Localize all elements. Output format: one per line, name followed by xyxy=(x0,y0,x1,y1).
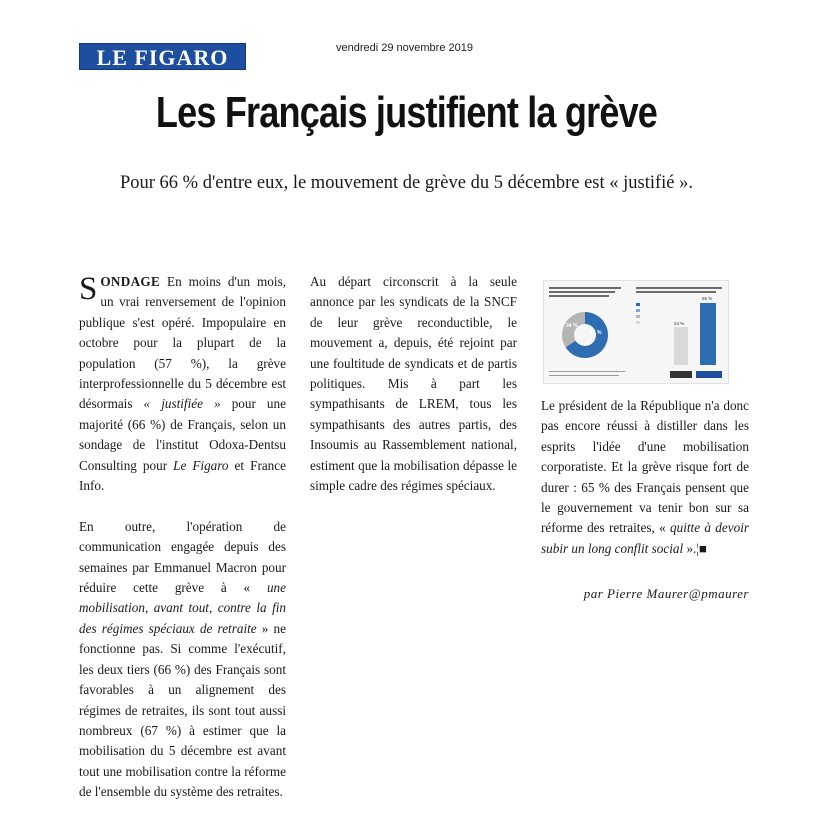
publication-name: Le Figaro xyxy=(173,457,229,473)
paragraph-4-text: Le président de la République n'a donc pas encore réussi à distiller dans les esprits l'idée d'une mobilisation corporatiste. Et la grève risque fort de durer : 65 % des Français pensent que le gouvernement va tenir bon sur sa réforme des retraites, « xyxy=(541,398,749,536)
chart-question-line xyxy=(636,287,722,289)
bar-left-label: 24 % xyxy=(674,321,685,326)
figaro-mini-logo xyxy=(696,371,722,378)
paragraph-2 xyxy=(79,517,286,803)
column-3 xyxy=(541,396,749,580)
end-mark: ¦■ xyxy=(696,540,707,556)
paragraph-3 xyxy=(310,272,517,496)
headline: Les Français justifient la grève xyxy=(155,88,658,137)
paragraph-2-text: En outre, l'opération de communication engagée depuis des semaines par Emmanuel Macron pour réduire cette grève à « xyxy=(79,518,286,596)
chart-thumbnail xyxy=(543,280,729,384)
chart-question-line xyxy=(549,295,609,297)
chart-question-line xyxy=(636,291,716,293)
byline: par Pierre Maurer@pmaurer xyxy=(583,586,749,601)
pie-label-major: 66 % xyxy=(590,330,602,336)
legend-swatch xyxy=(636,309,640,312)
odoxa-logo xyxy=(670,371,692,378)
legend-swatch xyxy=(636,321,640,324)
bar-right xyxy=(700,303,716,365)
quote-conflit: quitte à devoir subir un long conflit social xyxy=(541,520,749,556)
legend-swatch xyxy=(636,303,640,306)
chart-question-line xyxy=(549,287,621,289)
chart-footnote xyxy=(549,371,625,372)
chart-question-line xyxy=(549,291,615,293)
chart-footnote xyxy=(549,375,619,376)
quote-justifiee: « justifiée » xyxy=(143,396,221,412)
bar-left xyxy=(674,327,688,365)
paragraph-1-text-c: et France Info. xyxy=(79,457,286,494)
paragraph-1 xyxy=(79,272,286,496)
column-1 xyxy=(79,272,286,823)
quote-macron: une mobilisation, avant tout, contre la fin des régimes spéciaux de retraite xyxy=(79,580,286,636)
legend-swatch xyxy=(636,315,640,318)
drop-cap: S xyxy=(79,271,98,307)
paragraph-4-text-b: ». xyxy=(683,540,697,556)
paragraph-3-text: Au départ circonscrit à la seule annonce par les syndicats de la SNCF de leur grève reconductible, le mouvement a, depuis, été rejoint par une foultitude de syndicats et de partis politiques. Mis à part les sympathisants de LREM, tous les sympathisants des autres partis, des Insoumis au Rassemblement national, estiment que la mobilisation dépasse le simple cadre des régimes spéciaux. xyxy=(310,274,517,494)
column-2 xyxy=(310,272,517,517)
kicker: ONDAGE xyxy=(100,274,161,289)
paragraph-4 xyxy=(541,396,749,559)
pie-label-minor: 34 % xyxy=(566,323,578,329)
bar-right-label: 65 % xyxy=(702,296,713,301)
publication-date: vendredi 29 novembre 2019 xyxy=(336,42,473,54)
paragraph-2-text-b: » ne fonctionne pas. Si comme l'exécutif, les deux tiers (66 %) des Français sont favorables à un alignement des régimes de retraites, ils sont tout aussi nombreux (67 %) à estimer que la mobilisation du 5 décembre est avant tout une mobilisation contre la réforme de l'ensemble du système des retraites. xyxy=(79,620,287,800)
newspaper-logo: LE FIGARO xyxy=(79,43,246,70)
paragraph-1-text: En moins d'un mois, un vrai renversement de l'opinion publique s'est opéré. Impopulaire en octobre pour la plupart de la population (57 %), la grève interprofessionnelle du 5 décembre est désormais xyxy=(79,274,286,412)
subtitle: Pour 66 % d'entre eux, le mouvement de grève du 5 décembre est « justifié ». xyxy=(119,173,694,193)
paragraph-1-text-b: pour une majorité (66 %) de Français, selon un sondage de l'institut Odoxa-Dentsu Consulting pour xyxy=(79,396,286,473)
